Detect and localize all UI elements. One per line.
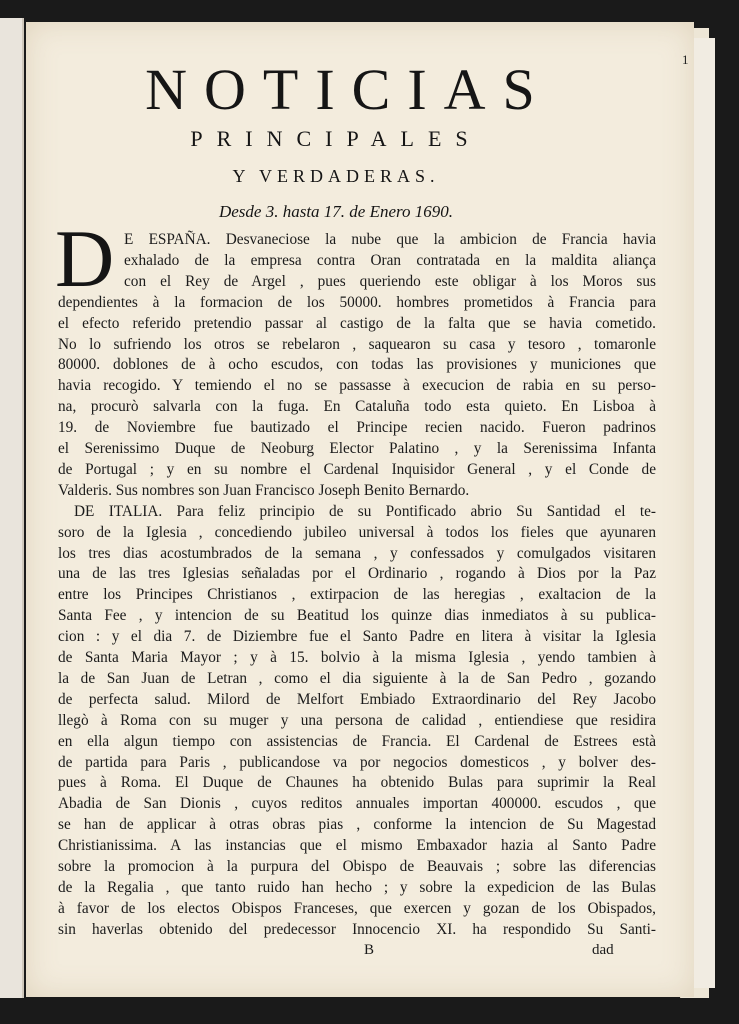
text-line: sin haverlas obtenido del predecessor Innocencio XI. ha respondido Su Santi- <box>58 920 656 938</box>
text-line: el Serenissimo Duque de Neoburg Elector Palatino , y la Serenissima Infanta <box>58 440 656 457</box>
text-line: DE ITALIA. Para feliz principio de su Pontificado abrio Su Santidad el te- <box>74 502 656 520</box>
text-line: sobre la promocion à la purpura del Obispo de Beauvais ; sobre las diferencias <box>58 858 656 875</box>
text-line: No lo sufriendo los otros se rebelaron , saquearon su casa y tesoro , tomaronle <box>58 335 656 353</box>
text-line: Valderis. Sus nombres son Juan Francisco Joseph Benito Bernardo. <box>58 481 470 499</box>
text-line: de perfecta salud. Milord de Melfort Embiado Extraordinario del Rey Jacobo <box>58 690 656 708</box>
text-line: cion : y el dia 7. de Diziembre fue el Santo Padre en litera à visitar la Iglesia <box>58 628 656 646</box>
text-line: de Santa Maria Mayor ; y à 15. bolvio à la misma Iglesia , yendo tambien à <box>58 649 656 666</box>
masthead-title: NOTICIAS <box>145 57 552 122</box>
masthead-subtitle-secondary: Y VERDADERAS. <box>232 166 440 186</box>
text-line: la de San Juan de Letran , como el dia siguiente à la de San Pedro , gozando <box>58 669 656 687</box>
text-line: los tres dias acostumbrados de la semana , y confessados y comulgados visitaren <box>58 544 656 562</box>
adjacent-page-edge <box>0 18 24 998</box>
text-line: de partida para Paris , publicandose va por negocios domesticos , y bolver des- <box>58 753 656 771</box>
text-line: à favor de los electos Obispos Franceses, que exercen y gozan de los Obispados, <box>58 899 656 917</box>
text-line: na, procurò salvarla con la fuga. En Cataluña todo esta quieto. En Lisboa à <box>58 398 656 416</box>
text-line: el efecto referido pretendio passar al castigo de la falta que se havia cometido. <box>58 314 656 332</box>
text-line: soro de la Iglesia , concediendo jubileo universal à todos los fieles que ayunaren <box>58 523 656 541</box>
text-line: una de las tres Iglesias señaladas por el Ordinario , rogando à Dios por la Paz <box>58 565 656 583</box>
text-line: pues à Roma. El Duque de Chaunes ha obtenido Bulas para suprimir la Real <box>58 774 656 792</box>
catchword: dad <box>592 942 614 958</box>
text-line: dependientes à la formacion de los 50000. hombres prometidos à Francia para <box>58 293 656 311</box>
folio-number: 1 <box>682 52 689 67</box>
text-line: 80000. doblones de à ocho escudos, con todas las provisiones y municiones que <box>58 356 656 374</box>
document-page <box>26 22 694 997</box>
text-line: E ESPAÑA. Desvaneciose la nube que la ambicion de Francia havia <box>124 231 656 248</box>
drop-cap: D <box>55 213 115 304</box>
text-line: entre los Principes Christianos , extirpacion de las heregias , exaltacion de la <box>58 586 656 604</box>
text-line: 19. de Noviembre fue bautizado el Principe recien nacido. Fueron padrinos <box>58 419 656 437</box>
text-line: de la Regalia , que tanto ruido han hecho ; y sobre la expedicion de las Bulas <box>58 878 656 896</box>
text-line: havia recogido. Y temiendo el no se passasse à execucion de rabia en su perso- <box>58 377 656 395</box>
text-line: con el Rey de Argel , pues queriendo este obligar à los Moros sus <box>124 272 656 290</box>
dateline: Desde 3. hasta 17. de Enero 1690. <box>218 202 454 221</box>
text-line: se han de applicar à otras obras pias , conforme la intencion de Su Magestad <box>58 816 656 834</box>
text-line: de Portugal ; y en su nombre el Cardenal Inquisidor General , y el Conde de <box>58 460 656 478</box>
signature-mark: B <box>364 942 375 958</box>
text-line: en ella algun tiempo con assistencias de Francia. El Cardenal de Estrees està <box>58 732 656 750</box>
text-line: llegò à Roma con su muger y una persona de calidad , entiendiese que residira <box>58 711 656 729</box>
text-line: Santa Fee , y intencion de su Beatitud los quinze dias inmediatos à su publica- <box>58 607 656 625</box>
text-line: Abadia de San Dionis , cuyos reditos annuales importan 400000. escudos , que <box>58 795 656 813</box>
masthead-subtitle: PRINCIPALES <box>190 126 482 151</box>
text-line: exhalado de la empresa contra Oran contratada en la maldita aliança <box>124 251 656 269</box>
text-line: Christianissima. A las instancias que el mismo Embaxador hazia al Santo Padre <box>58 837 656 855</box>
